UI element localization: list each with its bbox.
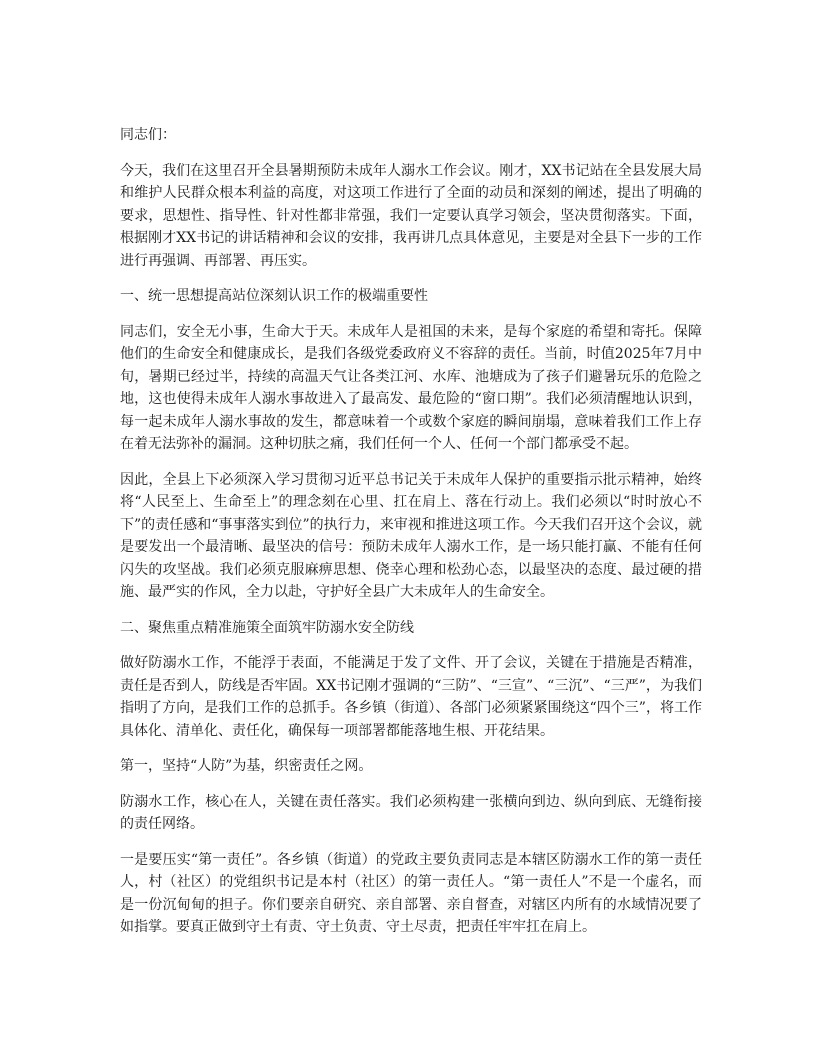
paragraph-responsibility: 防溺水工作，核心在人，关键在责任落实。我们必须构建一张横向到边、纵向到底、无缝衔接的责任网络。 [120, 793, 702, 832]
document-page [120, 124, 702, 952]
paragraph-safety: 同志们，安全无小事，生命大于天。未成年人是祖国的未来，是每个家庭的希望和寄托。保障他们的生命安全和健康成长，是我们各级党委政府义不容辞的责任。当前，时值2025年7月中旬，暑期已经过半，持续的高温天气让各类江河、水库、池塘成为了孩子们避暑玩乐的危险之地，这也使得未成年人溺水事故进入了最高发、最危险的“窗口期”。我们必须清醒地认识到，每一起未成年人溺水事故的发生，都意味着一个或数个家庭的瞬间崩塌，意味着我们工作上存在着无法弥补的漏洞。这种切肤之痛，我们任何一个人、任何一个部门都承受不起。 [120, 323, 702, 452]
subheading-first: 第一，坚持“人防”为基，织密责任之网。 [120, 758, 373, 774]
paragraph-intro: 今天，我们在这里召开全县暑期预防未成年人溺水工作会议。刚才，XX书记站在全县发展大局和维护人民群众根本利益的高度，对这项工作进行了全面的动员和深刻的阐述，提出了明确的要求，思想性、指导性、针对性都非常强，我们一定要认真学习领会，坚决贯彻落实。下面，根据刚才XX书记的讲话精神和会议的安排，我再讲几点具体意见，主要是对全县下一步的工作进行再强调、再部署、再压实。 [120, 162, 702, 269]
paragraph-therefore: 因此，全县上下必须深入学习贯彻习近平总书记关于未成年人保护的重要指示批示精神，始终将“人民至上、生命至上”的理念刻在心里、扛在肩上、落在行动上。我们必须以“时时放心不下”的责任感和“事事落实到位”的执行力，来审视和推进这项工作。今天我们召开这个会议，就是要发出一个最清晰、最坚决的信号：预防未成年人溺水工作，是一场只能打赢、不能有任何闪失的攻坚战。我们必须克服麻痹思想、侥幸心理和松劲心态，以最坚决的态度、最过硬的措施、最严实的作风，全力以赴，守护好全县广大未成年人的生命安全。 [120, 471, 702, 600]
greeting: 同志们： [120, 127, 176, 143]
section-heading-1: 一、统一思想提高站位深刻认识工作的极端重要性 [120, 288, 428, 304]
section-heading-2: 二、聚焦重点精准施策全面筑牢防溺水安全防线 [120, 619, 414, 636]
paragraph-first-responsibility: 一是要压实“第一责任”。各乡镇（街道）的党政主要负责同志是本辖区防溺水工作的第一责任人，村（社区）的党组织书记是本村（社区）的第一责任人。“第一责任人”不是一个虚名，而是一份沉甸甸的担子。你们要亲自研究、亲自部署、亲自督查，对辖区内所有的水域情况要了如指掌。要真正做到守土有责、守土负责、守土尽责，把责任牢牢扛在肩上。 [120, 851, 702, 935]
paragraph-measures: 做好防溺水工作，不能浮于表面，不能满足于发了文件、开了会议，关键在于措施是否精准，责任是否到人，防线是否牢固。XX书记刚才强调的“三防”、“三宣”、“三沉”、“三严”，为我们指明了方向，是我们工作的总抓手。各乡镇（街道）、各部门必须紧紧围绕这“四个三”，将工作具体化、清单化、责任化，确保每一项部署都能落地生根、开花结果。 [120, 655, 702, 739]
